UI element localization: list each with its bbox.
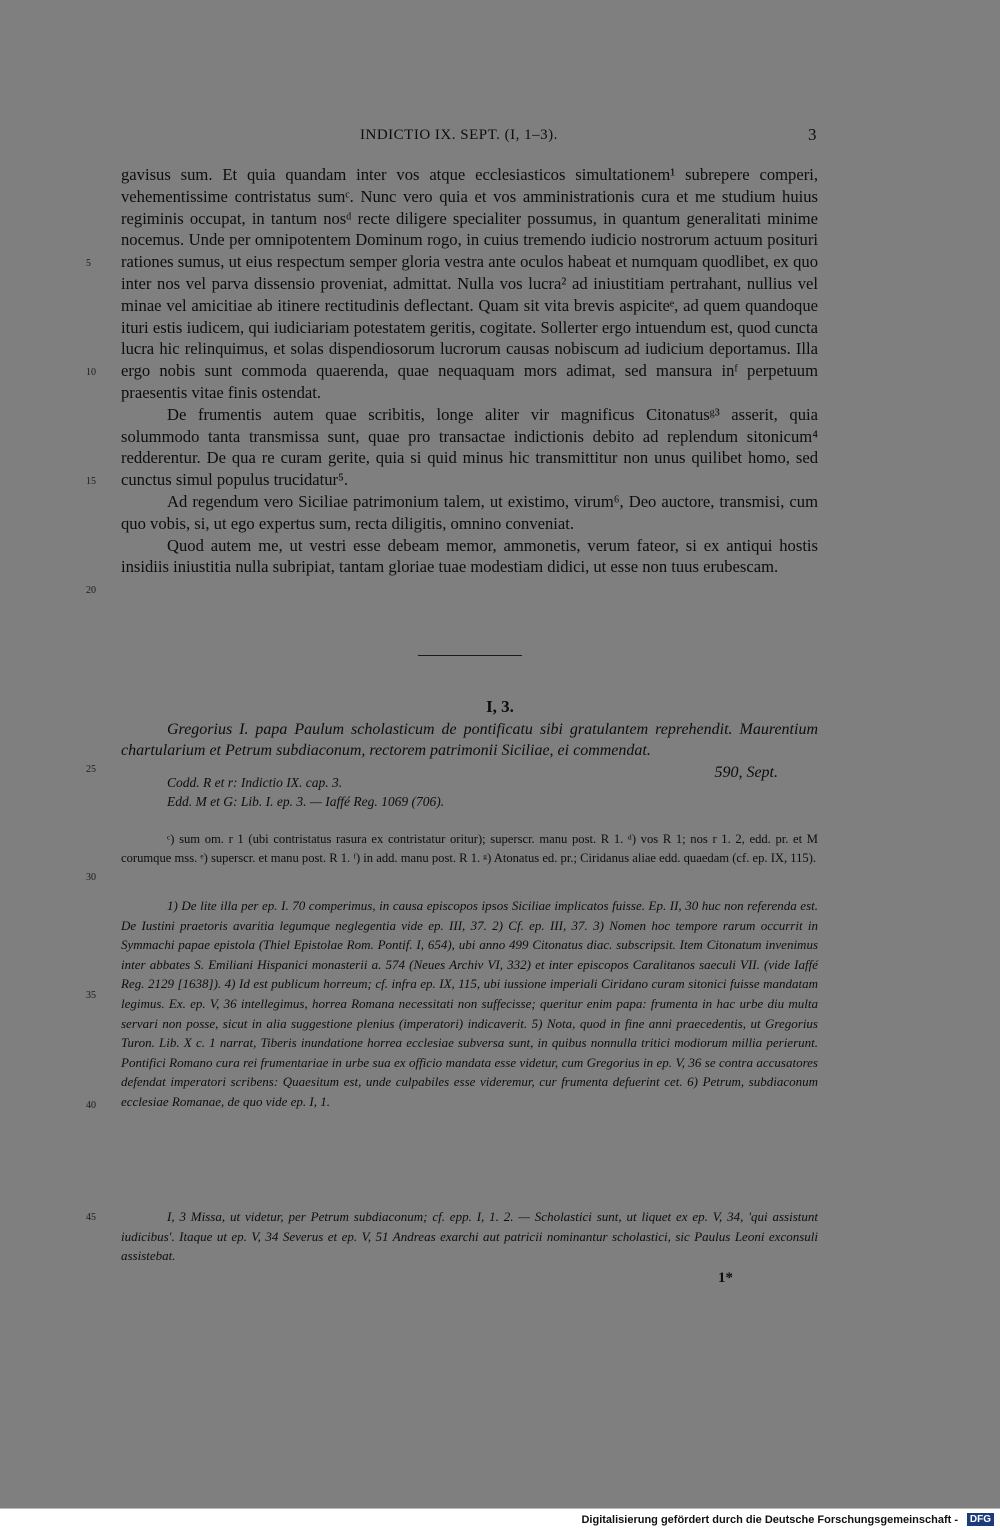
paragraph: Quod autem me, ut vestri esse debeam memor, ammonetis, verum fateor, si ex antiqui hostis insidiis iniustitia nulla subripiat, tantam gloriae tuae modestiam didici, ut esse non tuus erubescam.	[121, 535, 818, 577]
running-header: INDICTIO IX. SEPT. (I, 1–3).	[360, 127, 558, 143]
regest-summary	[121, 719, 818, 761]
footnotes	[121, 896, 818, 1112]
codices-line: Codd. R et r: Indictio IX. cap. 3.	[167, 775, 343, 790]
line-number: 5	[86, 258, 91, 269]
letter-date: 590, Sept.	[714, 764, 778, 781]
page-number: 3	[808, 125, 817, 144]
critical-apparatus	[121, 830, 818, 869]
line-number: 25	[86, 764, 96, 775]
line-number: 35	[86, 990, 96, 1001]
line-number: 45	[86, 1212, 96, 1223]
line-number: 15	[86, 476, 96, 487]
editions-line: Edd. M et G: Lib. I. ep. 3. — Iaffé Reg. 1069 (706).	[167, 794, 445, 809]
line-number: 10	[86, 367, 96, 378]
apparatus-text: ᶜ) sum om. r 1 (ubi contristatus rasura ex contristatur oritur); superscr. manu post. R 1. ᵈ) vos R 1; nos r 1. 2, edd. pr. et M corumque mss. ᵉ) superscr. et manu post. R 1. ᶠ) in add. manu post. R 1. ᵍ) Atonatus ed. pr.; Ciridanus aliae edd. quaedam (cf. ep. IX, 115).	[121, 832, 818, 866]
line-number: 30	[86, 872, 96, 883]
paragraph: gavisus sum. Et quia quandam inter vos atque ecclesiasticos simultationem¹ subrepere comperi, vehementissime contristatus sumᶜ. Nunc vero quia et vos amministrationis cura et me studium huius regiminis occupat, in tantum nosᵈ recte diligere specialiter possumus, in quantum generalitati minime nocemus. Unde per omnipotentem Dominum rogo, in cuius tremendo iudicio nostrorum actuum posituri rationes sumus, ut eius respectum semper gloria vestra ante oculos habeat et numquam quodlibet, ex quo inter nos vel parva dissensio proveniat, admittat. Nulla vos lucra² ad iniustitiam pertrahant, nullius vel minae vel amicitiae ab itinere rectitudinis deflectant. Quam sit vita brevis aspiciteᵉ, ad quem quandoque ituri estis iudicem, qui iudiciariam potestatem geritis, cogitate. Sollerter ergo intuendum est, quod cuncta lucra hic relinquimus, et solas dispendiosorum lucrorum causas nobiscum ad iudicium deportamus. Illa ergo nobis sunt commoda quaerenda, quae nequaquam mors adimat, sed mansura inᶠ perpetuum praesentis vitae finis ostendat.	[121, 165, 818, 402]
footnotes-text: 1) De lite illa per ep. I. 70 comperimus, in causa episcopos ipsos Siciliae implicatos fuisse. Ep. II, 30 huc non referenda est. De Iustini praetoris avaritia legumque neglegentia vide ep. III, 37. 2) Cf. ep. III, 37. 3) Nomen hoc tempore rarum occurrit in Symmachi papae epistola (Thiel Epistolae Rom. Pontif. I, 654), ubi anno 499 Citonatus diac. subscripsit. Item Citonatum invenimus inter abbates S. Emiliani Hispanici monasterii a. 574 (Neues Archiv VI, 332) et inter episcopos Caralitanos saeculi VII. (vide Iaffé Reg. 2129 [1638]). 4) Id est publicum horreum; cf. infra ep. IX, 115, ubi iussione imperiali Ciridano curam sitonici fuisse mandatam legimus. Ex. ep. V, 36 intellegimus, horrea Romana necessitati non suffecisse; queritur enim papa: frumenta in hac urbe diu multa servari non posse, sicut in alia suggestione plenius (imperatori) indicaverit. 5) Nota, quod in fine anni praecedentis, ut Gregorius Turon. Lib. X c. 1 narrat, Tiberis inundatione horrea ecclesiae subversa sunt, in quibus nonnulla tritici modiorum millia perierunt. Pontifici Romano cura rei frumentariae in urbe sua ex officio mandata esse videtur, cum Gregorius in ep. V, 36 se contra accusatores defendat imperatori scribens: Quaesitum est, unde culpabiles esse videremur, cur frumenta defuerint cet. 6) Petrum, subdiaconum ecclesiae Romanae, de quo vide ep. I, 1.	[121, 898, 818, 1109]
commentary-text: I, 3 Missa, ut videtur, per Petrum subdiaconum; cf. epp. I, 1. 2. — Scholastici sunt, ut liquet ex ep. V, 34, 'qui assistunt iudicibus'. Itaque ut ep. V, 34 Severus et ep. V, 51 Andreas exarchi aut patricii nominantur scholastici, sic Paulus Leoni exconsuli assistebat.	[121, 1209, 818, 1264]
signature-mark: 1*	[718, 1270, 733, 1286]
section-divider	[418, 655, 522, 656]
dfg-logo-icon[interactable]: DFG	[967, 1513, 994, 1526]
letter-body	[121, 164, 818, 578]
line-number: 20	[86, 585, 96, 596]
footer-text: Digitalisierung gefördert durch die Deutsche Forschungsgemeinschaft -	[581, 1514, 958, 1526]
line-number: 40	[86, 1100, 96, 1111]
manuscript-info	[167, 764, 818, 811]
paragraph: De frumentis autem quae scribitis, longe aliter vir magnificus Citonatusᵍ³ asserit, quia solummodo tanta transmissa sunt, quae pro transactae indictionis debito ad replendum sitonicum⁴ redderentur. De qua re curam gerite, quia si quid minus hic transmittitur non unus quilibet homo, sed cunctus simul populus trucidatur⁵.	[121, 404, 818, 490]
paragraph: Ad regendum vero Siciliae patrimonium talem, ut existimo, virum⁶, Deo auctore, transmisi, cum quo vobis, si, ut ego expertus sum, recta diligitis, omnino conveniat.	[121, 491, 818, 533]
summary-text: Gregorius I. papa Paulum scholasticum de pontificatu sibi gratulantem reprehendit. Maurentium chartularium et Petrum subdiaconum, rectorem patrimonii Siciliae, ei commendat.	[121, 721, 818, 759]
digitization-footer	[0, 1508, 1000, 1530]
document-number: I, 3.	[486, 697, 514, 716]
commentary-note	[121, 1207, 818, 1266]
